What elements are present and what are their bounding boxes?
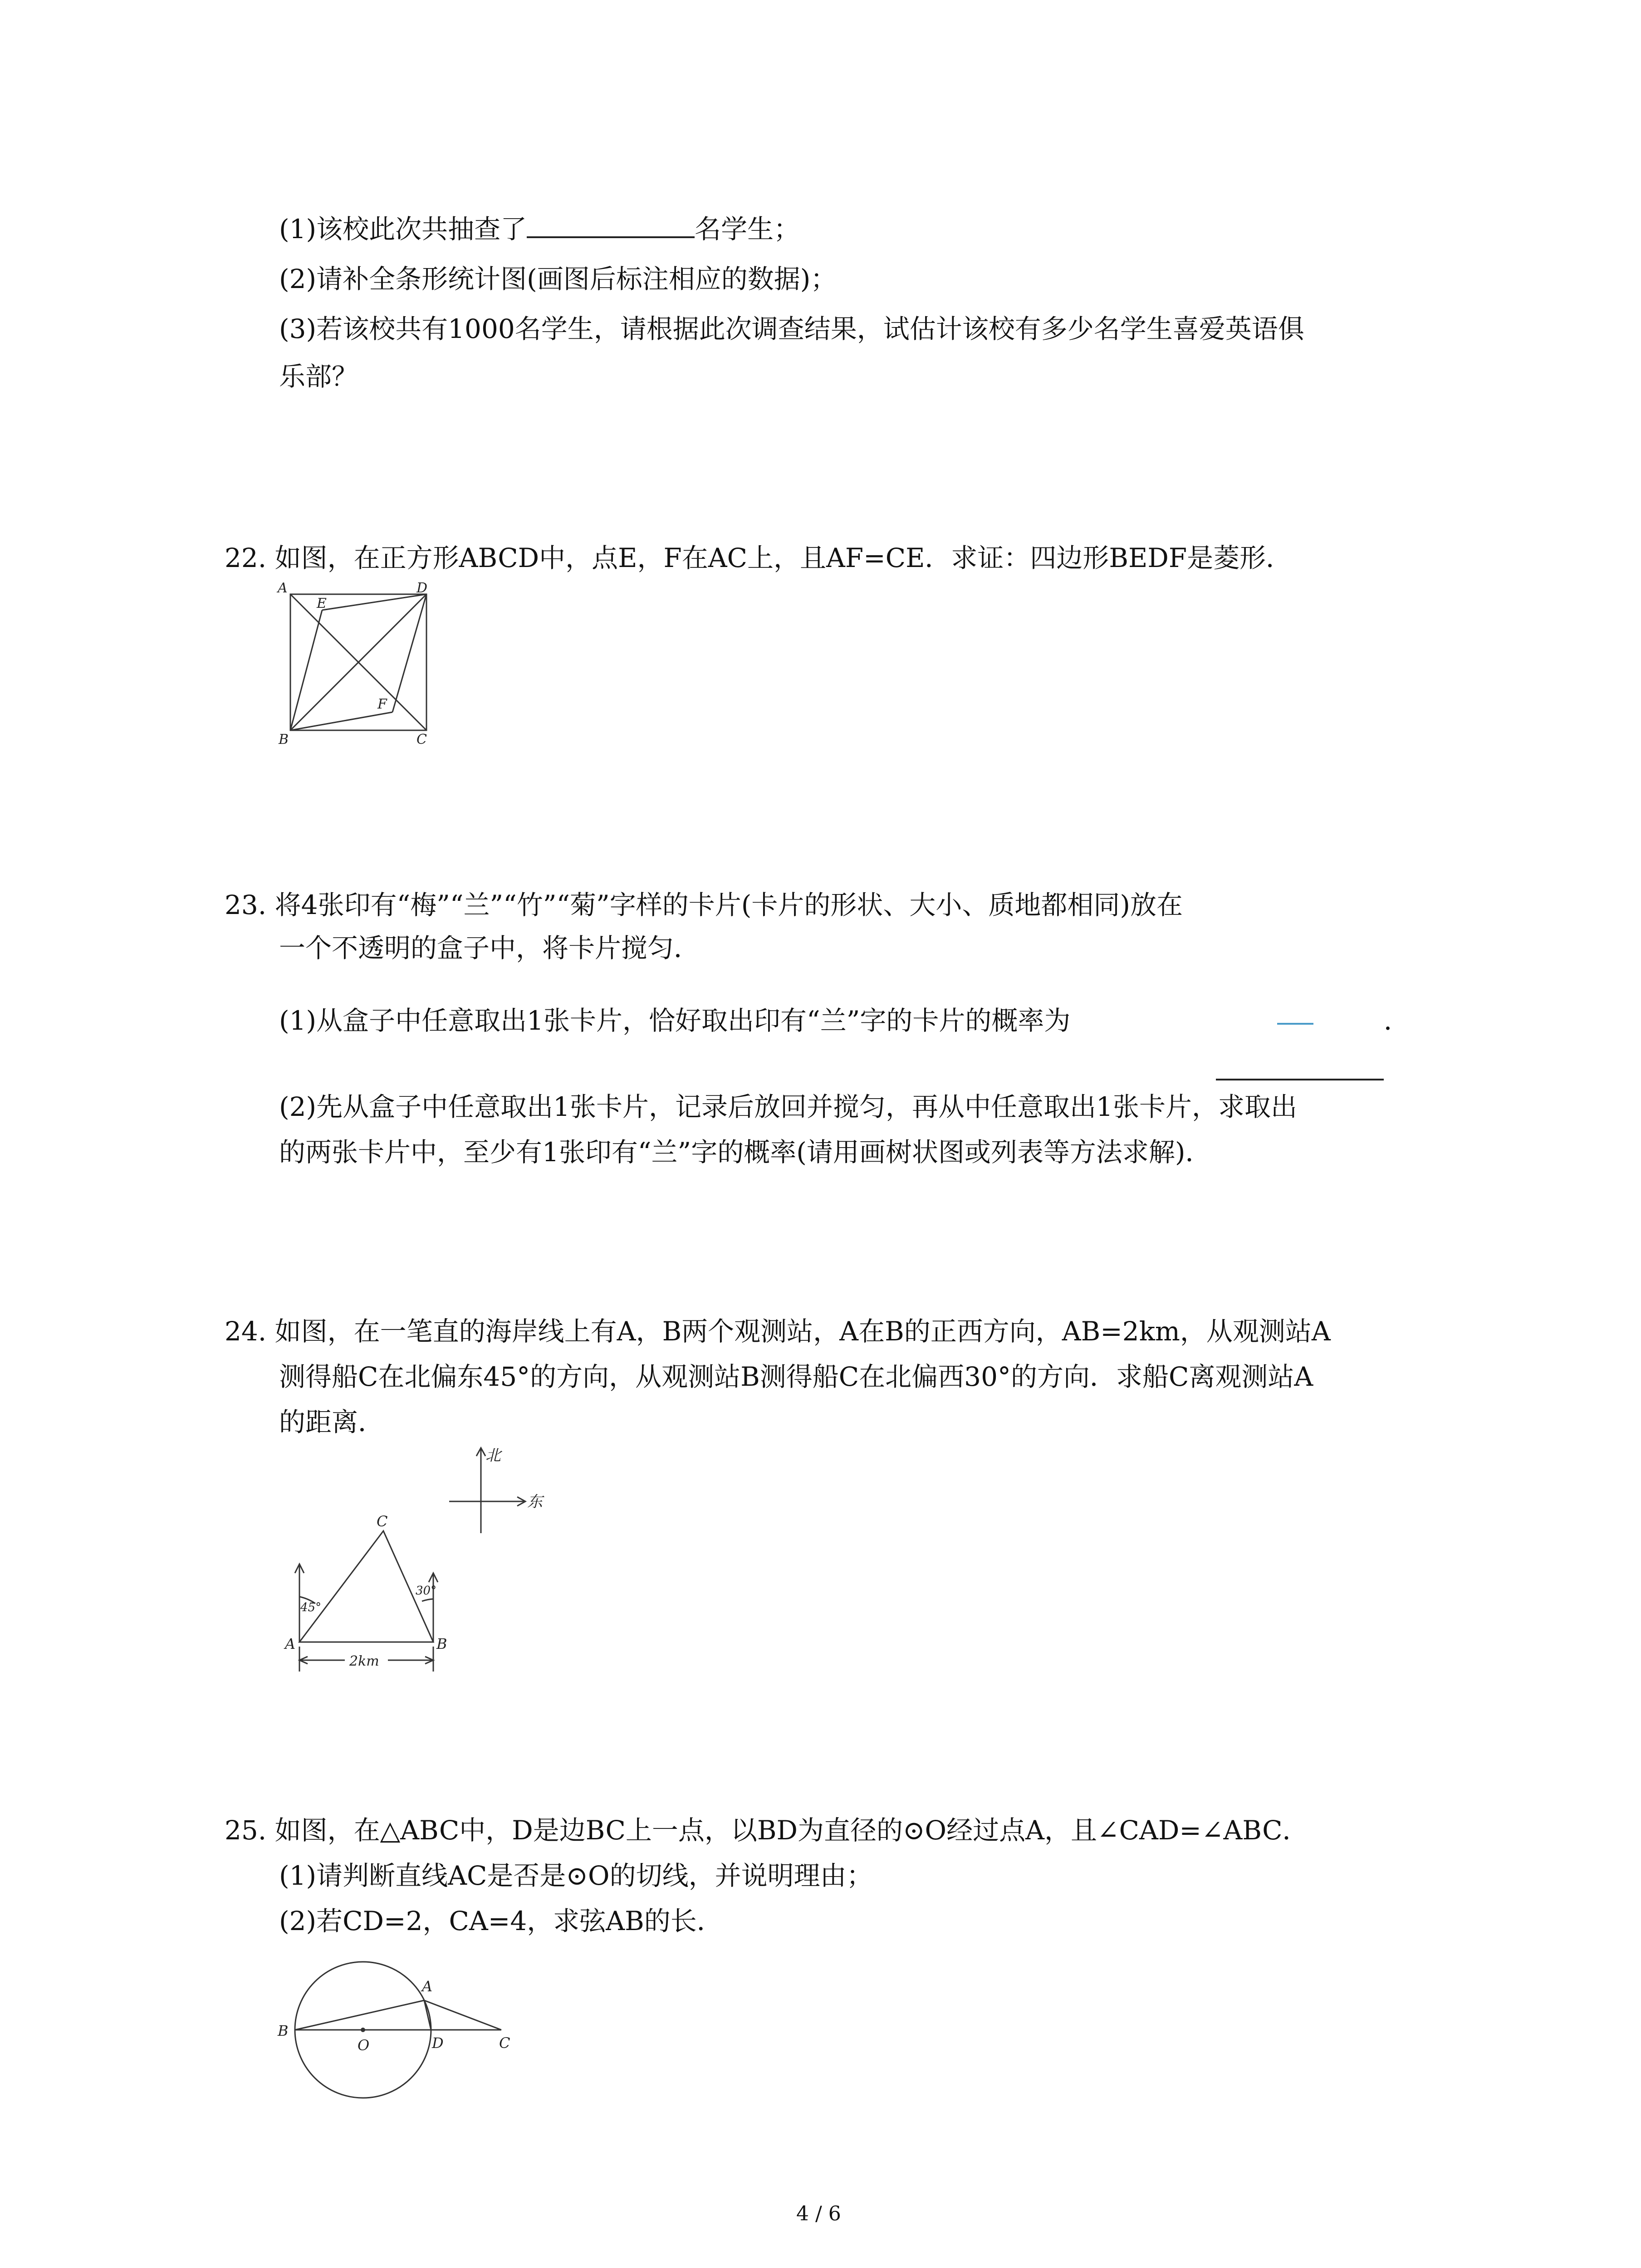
q24-text-line1: 24. 如图，在一笔直的海岸线上有A，B两个观测站，A在B的正西方向，AB=2km，从观测站A bbox=[225, 1316, 1331, 1347]
q25-text: 25. 如图，在△ABC中，D是边BC上一点，以BD为直径的⊙O经过点A，且∠CAD=∠ABC． bbox=[225, 1815, 1309, 1846]
q21-part2: (2)请补全条形统计图(画图后标注相应的数据)； bbox=[279, 264, 837, 294]
q24-text-line2: 测得船C在北偏东45°的方向，从观测站B测得船C在北偏西30°的方向．求船C离观测站A bbox=[279, 1361, 1313, 1392]
q23-text-line2: 一个不透明的盒子中，将卡片搅匀． bbox=[279, 933, 700, 963]
q21-part1-tail: 名学生； bbox=[695, 214, 800, 244]
label-north: 北 bbox=[485, 1447, 501, 1465]
q21-part1 bbox=[279, 211, 800, 247]
label-east: 东 bbox=[527, 1493, 543, 1511]
q22-square-figure bbox=[272, 576, 445, 748]
q23-part2-line2: 的两张卡片中，至少有1张印有“兰”字的概率(请用画树状图或列表等方法求解)． bbox=[279, 1137, 1212, 1168]
label-O: O bbox=[358, 2037, 370, 2054]
q25-part1: (1)请判断直线AC是否是⊙O的切线，并说明理由； bbox=[279, 1860, 873, 1891]
label-F: F bbox=[377, 696, 387, 712]
label-C: C bbox=[499, 2034, 510, 2052]
q23-text-line1: 23. 将4张印有“梅”“兰”“竹”“菊”字样的卡片(卡片的形状、大小、质地都相同)放在 bbox=[225, 890, 1183, 920]
q23-part1-end: ． bbox=[1384, 1005, 1411, 1036]
label-B: B bbox=[279, 732, 289, 748]
label-C: C bbox=[377, 1513, 388, 1530]
label-D: D bbox=[432, 2034, 444, 2052]
q22-text: 22. 如图，在正方形ABCD中，点E，F在AC上，且AF=CE．求证：四边形BEDF是菱形． bbox=[225, 543, 1293, 573]
label-30: 30° bbox=[416, 1584, 437, 1598]
label-D: D bbox=[416, 580, 428, 596]
q21-part3-line1: (3)若该校共有1000名学生，请根据此次调查结果，试估计该校有多少名学生喜爱英语俱 bbox=[279, 313, 1304, 344]
q23-part1 bbox=[279, 1002, 1070, 1039]
label-E: E bbox=[317, 596, 327, 611]
label-A: A bbox=[285, 1635, 296, 1652]
q25-circle-figure bbox=[272, 1941, 526, 2132]
q24-triangle-figure bbox=[272, 1510, 463, 1683]
q21-part3-line2: 乐部？ bbox=[279, 361, 358, 392]
label-B: B bbox=[278, 2022, 289, 2039]
label-B: B bbox=[436, 1635, 447, 1652]
label-2km: 2km bbox=[349, 1653, 379, 1669]
q23-part2-line1: (2)先从盒子中任意取出1张卡片，记录后放回并搅匀，再从中任意取出1张卡片，求取出 bbox=[279, 1091, 1297, 1122]
q21-part1-text: (1)该校此次共抽查了 bbox=[279, 214, 527, 244]
label-C: C bbox=[416, 732, 427, 748]
q24-text-line3: 的距离． bbox=[279, 1407, 385, 1437]
label-A: A bbox=[422, 1978, 433, 1995]
answer-blank bbox=[1216, 1079, 1384, 1080]
label-A: A bbox=[278, 580, 288, 596]
fraction-bar bbox=[1277, 1023, 1313, 1025]
label-45: 45° bbox=[300, 1601, 322, 1614]
q25-part2: (2)若CD=2，CA=4，求弦AB的长． bbox=[279, 1906, 723, 1936]
page-number: 4 / 6 bbox=[796, 2202, 841, 2225]
answer-blank bbox=[527, 211, 695, 238]
q23-part1-text: (1)从盒子中任意取出1张卡片，恰好取出印有“兰”字的卡片的概率为 bbox=[279, 1005, 1071, 1036]
